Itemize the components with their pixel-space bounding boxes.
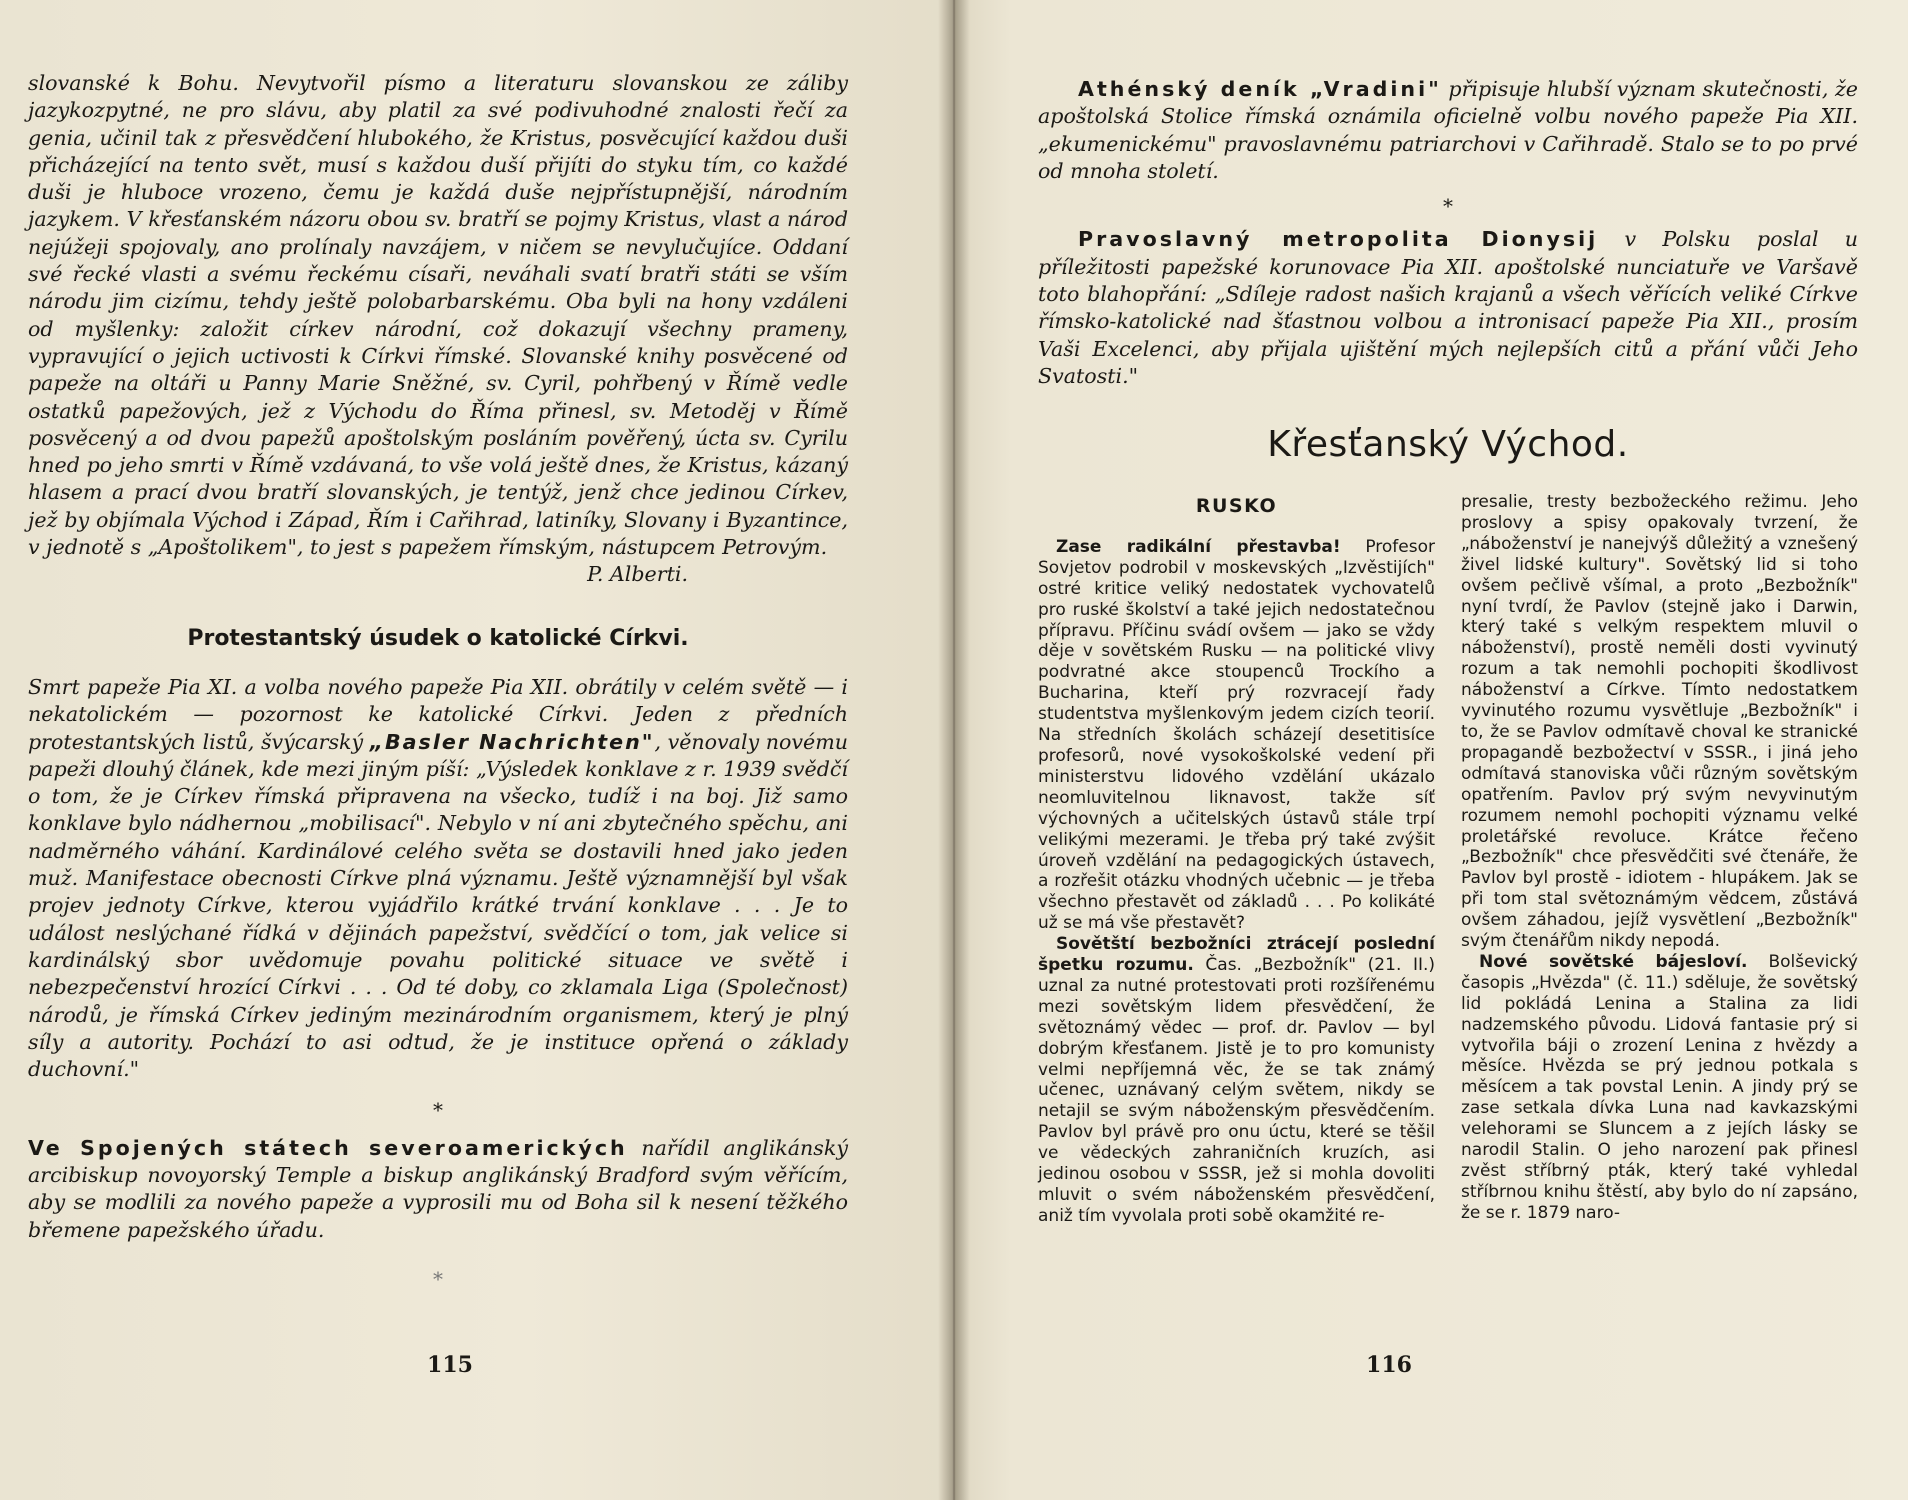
godless-paragraph: Sovětští bezbožníci ztrácejí poslední špetku rozumu. Čas. „Bezbožník" (21. II.) uznal za nutné protestovati proti rozšířenému mezi sovětským lidem přesvědčení, že světoznámý vědec — prof. dr. Pavlov — byl dobrým křesťanem. Jistě je to pro komunisty velmi nepříjemná věc, že se tak známý učenec, uznávaný celým světem, nikdy se netajil se svým náboženským přesvědčením. Pavlov byl právě pro onu úctu, které se těšil ve vědeckých zahraničních kruzích, asi jedinou osobou v SSSR, jež si mohla dovoliti mluvit o svém náboženském přesvědčení, aniž tím vyvolala proti sobě okamžité re- (1038, 934, 1436, 1226)
godless-continued: presalie, tresty bezbožeckého režimu. Jeho proslovy a spisy opakovaly tvrzení, že „náboženství je nanejvýš důležitý a vznešený živel lidské kultury". Sovětský lid si toho ovšem pečlivě všímal, a proto „Bezbožník" nyní tvrdí, že Pavlov (stejně jako i Darwin, který také s velkým respektem mluvil o náboženství), prostě neměli dosti vyvinutý rozum a tak nemohli pochopiti škodlivost náboženství a Církve. Tímto nedostatkem vyvinutého rozumu vysvětluje „Bezbožník" i to, že se Pavlov odmítavě choval ke stranické propagandě bezbožectví v SSSR., i jiná jeho odmítavá stanoviska vůči různým sovětským opatřením. Pavlov prý svým nevyvinutým rozumem nemohl pochopiti významu velké proletářské revoluce. Krátce řečeno „Bezbožník" chce přesvědčiti své čtenáře, že Pavlov byl prostě - idiotem - hlupákem. Jak se při tom stal světoznámým vědcem, zůstává ovšem záhadou, jejíž vysvětlení „Bezbožník" svým čtenářům nikdy nepodá. (1461, 492, 1858, 952)
separator-star-2: * (433, 1266, 443, 1291)
column-2 (1461, 492, 1858, 1227)
page-116 (954, 0, 1908, 1500)
reconstruction-paragraph: Zase radikální přestavba! Profesor Sovjetov podrobil v moskevských „Izvěstijích" ostré kritice veliký nedostatek vychovatelů pro ruské školství a také jejich nedostatečnou přípravu. Příčinu svádí ovšem — jako se vždy děje v sovětském Rusku — na politické vlivy podvratné akce stoupenců Trockího a Bucharina, kteří prý rozvracejí řady studentstva myšlenkovým jedem cizích teorií. Na středních školách scházejí desetitisíce profesorů, nové vysokoškolské vedení při ministerstvu lidového vzdělání ukázalo neomluvitelnou liknavost, takže síť výchovných a učitelských ústavů stále trpí velikými mezerami. Je třeba prý také zvýšit úroveň vzdělání na pedagogických ústavech, a rozřešit otázku vhodných učebnic — je třeba všechno přestavět od základů . . . Po kolikáté už se má vše přestavět? (1038, 536, 1435, 934)
left-column (28, 70, 848, 1303)
author-signature: P. Alberti. (587, 562, 688, 587)
article-heading: Protestantský úsudek o katolické Církvi. (187, 625, 689, 651)
metropolitan-lead: Pravoslavný metropolita Dionysij (1078, 227, 1599, 252)
page-number-115: 115 (427, 1352, 473, 1378)
mythology-paragraph: Nové sovětské bájesloví. Bolševický časopis „Hvězda" (č. 11.) sděluje, že sovětský lid pokládá Lenina a Stalina za lidi nadzemského původu. Lidová fantasie prý si vytvořila báji o zrození Lenina z hvězdy a měsíce. Hvězda se prý jednou potkala s měsícem a tak povstal Lenin. A jindy prý se zase setkala dívka Luna nad kavkazskými velehorami se Sluncem a z jejích lásky se narodil Stalin. O jeho narození pak přinesl zvěst stříbrný pták, který také vyhledal stříbrnou knihu štěstí, aby bylo do ní zapsáno, že se r. 1879 naro- (1461, 951, 1858, 1223)
metropolitan-paragraph: Pravoslavný metropolita Dionysij v Polsku poslal u příležitosti papežské korunovace Pia XII. apoštolské nunciatuře ve Varšavě toto blahopřání: „Sdíleje radost našich krajanů a všech věřících veliké Církve římsko-katolické nad šťastnou volbou a intronisací papeže Pia XII., prosím Vaši Excelenci, aby přijala ujištění mých nejlepších citů a přání vůči Jeho Svatosti." (1038, 227, 1858, 388)
separator-star-right: * (1443, 194, 1453, 219)
usa-lead: Ve Spojených státech severoamerických (28, 1135, 628, 1160)
right-top-column (1038, 76, 1858, 390)
subsection-heading: RUSKO (1195, 495, 1278, 517)
usa-paragraph: Ve Spojených státech severoamerických nařídil anglikánský arcibiskup novoyorský Temple a biskup anglikánský Bradford svým věřícím, aby se modlili za nového papeže a vyprosili mu od Boha sil k nesení těžkého břemene papežského úřadu. (28, 1135, 848, 1242)
page-number-116: 116 (1366, 1352, 1412, 1378)
newspaper-name: „Basler Nachrichten" (369, 729, 655, 754)
athens-paragraph: Athénský deník „Vradini" připisuje hlubší význam skutečnosti, že apoštolská Stolice římská oznámila oficielně volbu nového papeže Pia XII. „ekumenickému" pravoslavnému patriarchovi v Cařihradě. Stalo se to po prvé od mnoha století. (1038, 77, 1858, 183)
cyril-methodius-paragraph: slovanské k Bohu. Nevytvořil písmo a literaturu slovanskou ze záliby jazykozpytné, ne pro slávu, aby platil za své podivuhodné znalosti řečí za genia, učinil tak z přesvědčení hlubokého, že Kristus, posvěcující každou duši přicházející na tento svět, musí s každou duší přijíti do styku tím, co každé duši je hluboce vrozeno, čemu je každá duše nejpřístupnější, národním jazykem. V křesťanském názoru obou sv. bratří se pojmy Kristus, vlast a národ nejúžeji spojovaly, ano prolínaly navzájem, v ničem se nevylučujíce. Oddaní své řecké vlasti a svému řeckému císaři, neváhali svatí bratři státi se vším národu jim cizímu, tehdy ještě polobarbarskému. Oba byli na hony vzdáleni od myšlenky: založit církev národní, což dokazují všechny prameny, vypravující o jejich uctivosti k Církvi římské. Slovanské knihy posvěcené od papeže na oltáři u Panny Marie Sněžné, sv. Cyril, pohřbený v Římě vedle ostatků papežových, jež z Východu do Říma přinesl, sv. Metoděj v Římě posvěcený a od dvou papežů apoštolským posláním pověřený, úcta sv. Cyrilu hned po jeho smrti v Římě vzdávaná, to vše volá ještě dnes, že Kristus, kázaný hlasem a prací dvou bratří slovanských, je tentýž, jenž chce jedinou Církev, jež by objímala Východ i Západ, Řím i Cařihrad, latiníky, Slovany i Byzantince, v jednotě s „Apoštolikem", to jest s papežem římským, nástupcem Petrovým. (28, 71, 848, 560)
protestant-paragraph: Smrt papeže Pia XI. a volba nového papeže Pia XII. obrátily v celém světě — i nekatolickém — pozornost ke katolické Církvi. Jeden z předních protestantských listů, švýcarský „Basler Nachrichten", věnovaly novému papeži dlouhý článek, kde mezi jiným píší: „Výsledek konklave z r. 1939 svědčí o tom, že je Církev římská připravena na všecko, tudíž i na boj. Již samo konklave bylo nádhernou „mobilisací". Nebylo v ní ani zbytečného spěchu, ani nadměrného váhání. Kardinálové celého světa se dostavili hned jako jeden muž. Manifestace obecnosti Církve plná významu. Ještě významnější byl však projev jednoty Církve, kterou vyjádřilo krátké trvání konklave . . . Je to událost neslýchané řídká v dějinách papežství, svědčící o tom, jak velice si kardinálský sbor uvědomuje povahu politické situace ve světě i nebezpečenství hrozící Církvi . . . Od té doby, co zklamala Liga (Společnost) národů, je římská Církev jediným mezinárodním organismem, který je plný síly a autority. Pochází to asi odtud, že je instituce opřená o základy duchovní." (28, 674, 849, 1082)
column-1 (1038, 492, 1435, 1227)
two-column-body (1038, 492, 1858, 1227)
separator-star: * (433, 1098, 443, 1123)
athens-lead: Athénský deník „Vradini" (1078, 77, 1442, 101)
book-gutter (938, 0, 970, 1500)
section-title: Křesťanský Východ. (1267, 424, 1629, 465)
